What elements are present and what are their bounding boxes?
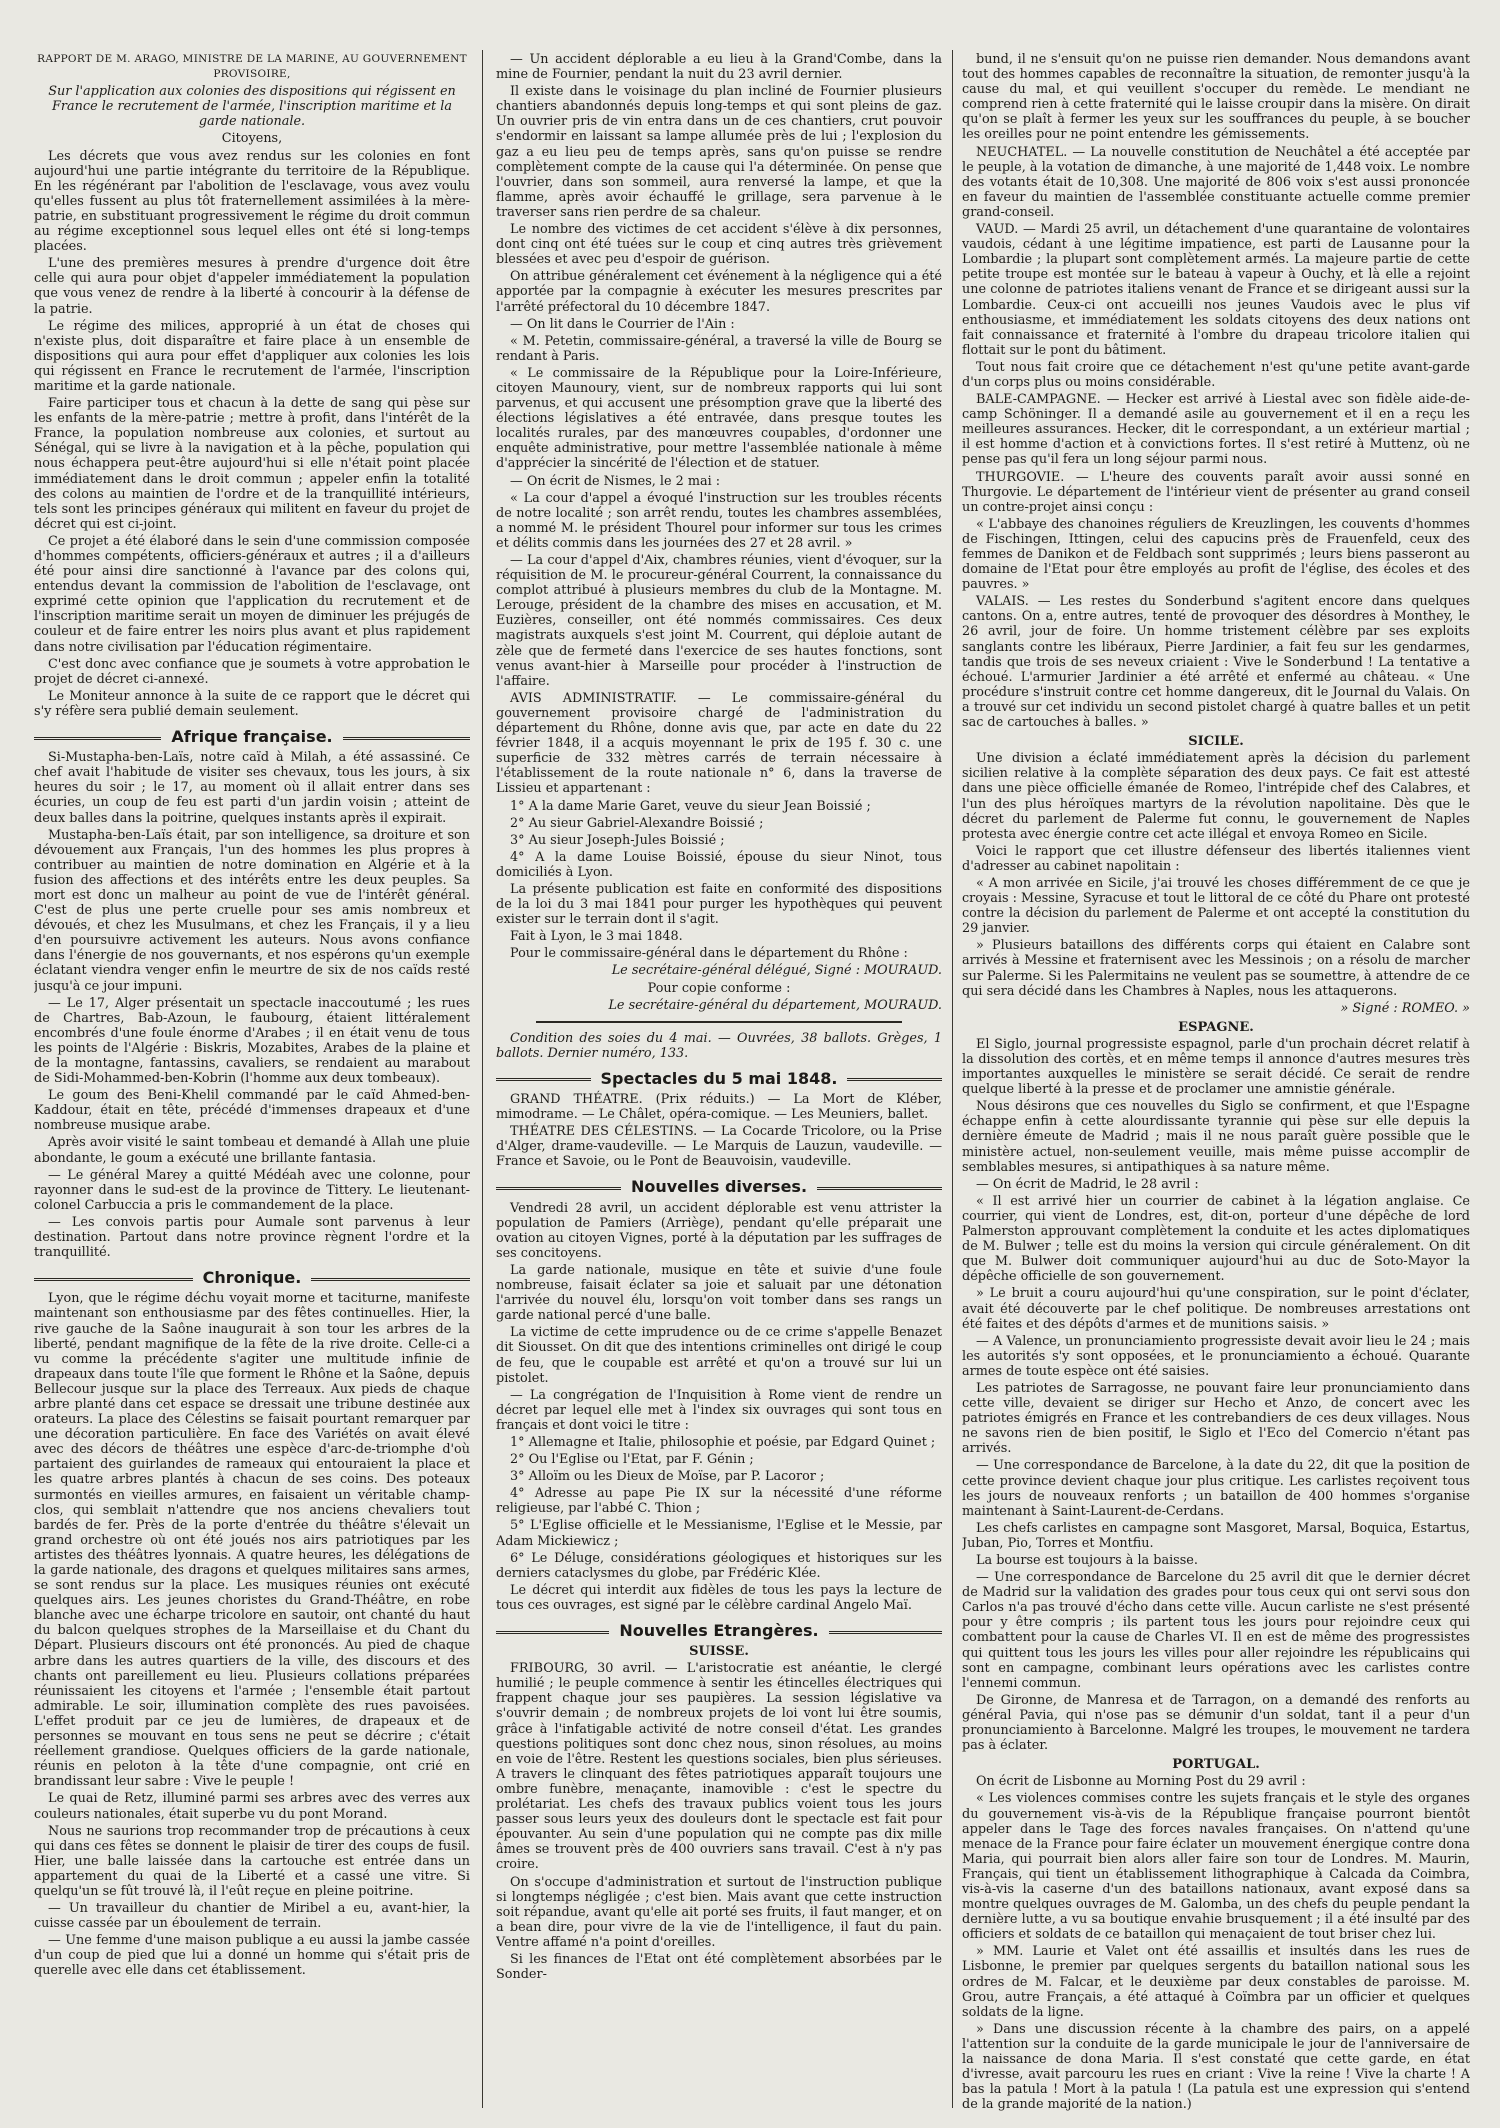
paragraph: Le régime des milices, approprié à un état de choses qui n'existe plus, doit disparaître et faire place à un ensemble de dispositions qui aura pour effet d'appliquer aux colonies les lois qui régissent en France le recrutement de l'armée, l'inscription maritime et la garde nationale.	[34, 318, 470, 394]
paragraph: 5° L'Eglise officielle et le Messianisme, l'Eglise et le Messie, par Adam Mickiewicz ;	[496, 1518, 942, 1549]
spectacles-body	[496, 1092, 942, 1169]
signature-line: Le secrétaire-général délégué, Signé : MOURAUD.	[611, 963, 942, 979]
paragraph: On écrit de Lisbonne au Morning Post du 29 avril :	[976, 1774, 1306, 1790]
signature-line: » Signé : ROMEO. »	[1340, 1000, 1470, 1016]
paragraph: Le quai de Retz, illuminé parmi ses arbres avec des verres aux couleurs nationales, était superbe vu du pont Morand.	[34, 1791, 470, 1822]
paragraph: — On écrit de Madrid, le 28 avril :	[976, 1176, 1199, 1192]
paragraph: « Il est arrivé hier un courrier de cabinet à la légation anglaise. Ce courrier, qui vient de Londres, est, dit-on, porteur d'une dépêche de lord Palmerston approuvant complètement la conduite et les actes diplomatiques de M. Bulwer ; telle est du moins la version qui circule généralement. On dit que M. Bulwer doit communiquer aujourd'hui au duc de Soto-Mayor la dépêche officielle de son gouvernement.	[962, 1193, 1470, 1285]
column-right	[962, 52, 1470, 2112]
paragraph: La bourse est toujours à la baisse.	[976, 1553, 1198, 1568]
signature-line: Le secrétaire-général du département, MOURAUD.	[608, 997, 942, 1013]
section-heading-diverses: Nouvelles diverses.	[496, 1179, 942, 1194]
paragraph: VAUD. — Mardi 25 avril, un détachement d'une quarantaine de volontaires vaudois, cédant à une légitime impatience, est parti de Lausanne pour la Lombardie ; la plupart sont complètement armés. La majeure partie de cette petite troupe est montée sur le bateau à vapeur à Ouchy, et là elle a rejoint une colonne de patriotes italiens venant de France et se dirigeant aussi sur la Lombardie. Ceux-ci ont accueilli nos jeunes Vaudois avec le plus vif enthousiasme, et immédiatement les soldats citoyens des deux nations ont fait connaissance et fraternité à l'ombre du drapeau tricolore italien qui flottait sur le pont du bâtiment.	[962, 222, 1470, 358]
subheading-suisse: SUISSE.	[689, 1644, 749, 1660]
paragraph: 4° A la dame Louise Boissié, épouse du sieur Ninot, tous domiciliés à Lyon.	[496, 849, 942, 880]
portugal-body	[962, 1774, 1470, 2112]
column-middle	[496, 52, 942, 2112]
section-heading-afrique: Afrique française.	[34, 729, 470, 744]
paragraph: La présente publication est faite en conformité des dispositions de la loi du 3 mai 1841 pour purger les hypothèques qui peuvent exister sur le terrain dont il s'agit.	[496, 881, 942, 928]
paragraph: Il existe dans le voisinage du plan incliné de Fournier plusieurs chantiers abandonnés depuis long-temps et qui sont pleins de gaz. Un ouvrier pris de vin entra dans un de ces chantiers, crut pouvoir s'endormir en laissant sa lampe allumée près de lui ; l'explosion du gaz a eu lieu peu de temps après, sans qu'on puisse se rendre complètement compte de la cause qui l'a déterminée. On pense que l'ouvrier, dans son sommeil, aura renversé la lampe, et que la flamme, après avoir échauffé le grillage, sera parvenue à le traverser sans rien perdre de sa chaleur.	[496, 84, 942, 220]
section-heading-spectacles: Spectacles du 5 mai 1848.	[496, 1071, 942, 1086]
paragraph: THÉATRE DES CÉLESTINS. — La Cocarde Tricolore, ou la Prise d'Alger, drame-vaudeville. — Le Marquis de Lauzun, vaudeville. — France et Savoie, ou le Pont de Beauvoisin, vaudeville.	[496, 1124, 942, 1170]
paragraph: BALE-CAMPAGNE. — Hecker est arrivé à Liestal avec son fidèle aide-de-camp Schöninger. Il a demandé asile au gouvernement et il en a reçu les meilleures assurances. Hecker, dit le correspondant, a un extérieur martial ; il est homme d'action et à convictions fortes. Il s'est retiré à Muttenz, où ne pense pas qu'il fera un long séjour parmi nous.	[962, 392, 1470, 468]
paragraph: — La cour d'appel d'Aix, chambres réunies, vient d'évoquer, sur la réquisition de M. le procureur-général Courrent, la connaissance du complot attribué à plusieurs membres du club de la Montagne. M. Lerouge, président de la chambre des mises en accusation, et M. Euzières, conseiller, ont été nommés commissaires. Ces deux magistrats auxquels s'est joint M. Courrent, qui déploie autant de zèle que de fermeté dans l'exercice de ses hautes fonctions, sont venus avant-hier à Marseille pour procéder à l'instruction de l'affaire.	[496, 553, 942, 689]
paragraph: « M. Petetin, commissaire-général, a traversé la ville de Bourg se rendant à Paris.	[496, 333, 942, 364]
afrique-body	[34, 750, 470, 1260]
espagne-body	[962, 1037, 1470, 1753]
paragraph: Les décrets que vous avez rendus sur les colonies en font aujourd'hui une partie intégrante du territoire de la République. En les régénérant par l'abolition de l'esclavage, vous avez voulu qu'elles fussent au plus tôt fraternellement assimilées à la mère-patrie, en substituant progressivement le régime du droit commun au régime exceptionnel sous lequel elles ont été si long-temps placées.	[34, 148, 470, 255]
paragraph: FRIBOURG, 30 avril. — L'aristocratie est anéantie, le clergé humilié ; le peuple commence à sentir les étincelles électriques qui frappent chaque jour ses paupières. La session législative va s'ouvrir demain ; de nombreux projets de loi vont lui être soumis, grâce à l'infatigable activité de notre conseil d'état. Les grandes questions politiques sont donc chez nous, sinon résolues, au moins en voie de l'être. Restent les questions sociales, bien plus sérieuses. A travers le clinquant des fêtes patriotiques apparaît toujours une ombre funèbre, menaçante, inamovible : c'est le spectre du prolétariat. Les chefs des travaux publics voient tous les jours passer sous leurs yeux des douleurs dont le spectacle est fait pour épouvanter. Au sein d'une population qui ne compte pas dix mille âmes se trouvent près de 400 ouvriers sans travail. C'est à n'y pas croire.	[496, 1661, 942, 1873]
paragraph: C'est donc avec confiance que je soumets à votre approbation le projet de décret ci-annexé.	[34, 656, 470, 687]
subheading-espagne: ESPAGNE.	[1178, 1019, 1254, 1035]
paragraph: VALAIS. — Les restes du Sonderbund s'agitent encore dans quelques cantons. On a, entre autres, tenté de provoquer des désordres à Monthey, le 26 avril, jour de foire. Un homme tristement célèbre par ses exploits sanglants contre les libéraux, Pierre Jardinier, a fait feu sur les gendarmes, tandis que trois de ses neveux criaient : Vive le Sonderbund ! La tentative a échoué. L'armurier Jardinier a été arrêté et enfermé au château. « Une procédure s'instruit contre cet homme dangereux, dit le Journal du Valais. On a trouvé sur cet individu un second pistolet chargé à quatre balles et un petit sac de cartouches à balles. »	[962, 594, 1470, 731]
paragraph: On attribue généralement cet événement à la négligence qui a été apportée par la compagnie à exécuter les mesures prescrites par l'arrêté préfectoral du 10 décembre 1847.	[496, 269, 942, 315]
paragraph: — On lit dans le Courrier de l'Ain :	[510, 316, 735, 332]
paragraph: Nous ne saurions trop recommander trop de précautions à ceux qui dans ces fêtes se donnent le plaisir de tirer des coups de fusil. Hier, une balle laissée dans la cartouche est entrée dans un appartement du quai de la Liberté et a cassé une vitre. Si quelqu'un se fût trouvé là, il l'eût reçue en pleine poitrine.	[34, 1823, 470, 1899]
subheading-portugal: PORTUGAL.	[1172, 1757, 1260, 1773]
section-heading-chronique: Chronique.	[34, 1270, 470, 1285]
paragraph: 3° Au sieur Joseph-Jules Boissié ;	[510, 832, 725, 848]
paragraph: » Plusieurs bataillons des différents corps qui étaient en Calabre sont arrivés à Messine et fraternisent avec les Messinois ; on a résolu de marcher sur Palerme. Si les Palermitains ne veulent pas se soumettre, à attendre de ce qui sera décidé dans les Chambres à Naples, nous les attaquerons.	[962, 938, 1470, 999]
paragraph: 3° Alloïm ou les Dieux de Moïse, par P. Lacoror ;	[510, 1469, 825, 1485]
paragraph: — Une correspondance de Barcelone du 25 avril dit que le dernier décret de Madrid sur la validation des grades pour tous ceux qui ont servi sous don Carlos n'a pas trouvé d'écho dans cette ville. Aucun carliste ne s'est présenté pour y être compris ; ils partent tous les jours pour rejoindre ceux qui combattent pour la cause de Charles VI. Il en est de même des progressistes qui quittent tous les jours les villes pour aller rejoindre les républicains qui sont en campagne, combinant leurs opérations avec les carlistes contre l'ennemi commun.	[962, 1570, 1470, 1691]
paragraph: Après avoir visité le saint tombeau et demandé à Allah une pluie abondante, le goum a exécuté une brillante fantasia.	[34, 1135, 470, 1166]
paragraph: » Dans une discussion récente à la chambre des pairs, on a appelé l'attention sur la conduite de la garde municipale le jour de l'anniversaire de la naissance de dona Maria. Il s'est constaté que cette garde, en état d'ivresse, avait parcouru les rues en criant : Vive la reine ! Vive la charte ! A bas la patula ! Mort à la patula ! (La patula est une expression qui s'entend de la grande majorité de la nation.)	[962, 2021, 1470, 2112]
chronique-body	[34, 1291, 470, 1978]
paragraph: » Le bruit a couru aujourd'hui qu'une conspiration, sur le point d'éclater, avait été découverte par le chef politique. De nombreuses arrestations ont été faites et des dépôts d'armes et de munitions saisis. »	[962, 1286, 1470, 1332]
section-heading-etrangeres: Nouvelles Etrangères.	[496, 1623, 942, 1638]
paragraph: — Un accident déplorable a eu lieu à la Grand'Combe, dans la mine de Fournier, pendant la nuit du 23 avril dernier.	[496, 52, 942, 83]
paragraph: « L'abbaye des chanoines réguliers de Kreuzlingen, les couvents d'hommes de Fischingen, Ittingen, celui des capucins près de Frauenfeld, ceux des femmes de Danikon et de Feldbach sont supprimés ; leurs biens passeront au domaine de l'Etat pour être employés au profit de l'église, des écoles et des pauvres. »	[962, 516, 1470, 593]
paragraph: Si les finances de l'Etat ont été complètement absorbées par le Sonder-	[496, 1951, 942, 1983]
paragraph: El Siglo, journal progressiste espagnol, parle d'un prochain décret relatif à la dissolution des cortès, et en même temps il annonce d'autres mesures très importantes auxquelles le ministère se serait décidé. Ce serait de rendre quelque liberté à la presse et de proclamer une amnistie générale.	[962, 1036, 1470, 1098]
paragraph: Tout nous fait croire que ce détachement n'est qu'une petite avant-garde d'un corps plus ou moins considérable.	[962, 359, 1470, 390]
paragraph: — Les convois partis pour Aumale sont parvenus à leur destination. Partout dans notre province règnent l'ordre et la tranquillité.	[34, 1214, 470, 1261]
paragraph: Vendredi 28 avril, un accident déplorable est venu attrister la population de Pamiers (Arriège), pendant qu'elle préparait une ovation au citoyen Vignes, porté à la députation par les suffrages de ses concitoyens.	[496, 1200, 942, 1261]
paragraph: Si-Mustapha-ben-Laïs, notre caïd à Milah, a été assassiné. Ce chef avait l'habitude de visiter ses chevaux, tous les jours, à six heures du soir ; le 17, au moment où il allait entrer dans ses écuries, un coup de feu est parti d'un jardin voisin ; atteint de deux balles dans la poitrine, quelques instants après il expirait.	[34, 750, 470, 826]
paragraph: 2° Ou l'Eglise ou l'Etat, par F. Génin ;	[510, 1452, 754, 1468]
column-rule	[952, 50, 953, 2108]
paragraph: AVIS ADMINISTRATIF. — Le commissaire-général du gouvernement provisoire chargé de l'administration du département du Rhône, donne avis que, par acte en date du 22 février 1848, il a acquis moyennant le prix de 195 f. 30 c. une superficie de 332 mètres carrés de terrain nécessaire à l'établissement de la route nationale n° 6, dans la traverse de Lissieu et appartenant :	[496, 690, 942, 797]
divider	[536, 1021, 902, 1023]
paragraph: Fait à Lyon, le 3 mai 1848.	[510, 929, 683, 945]
paragraph: Les chefs carlistes en campagne sont Masgoret, Marsal, Boquica, Estartus, Juban, Pio, Torres et Montfiu.	[962, 1520, 1470, 1551]
paragraph: — Une femme d'une maison publique a eu aussi la jambe cassée d'un coup de pied que lui a donné un homme qui s'était pris de querelle avec elle dans cet établissement.	[34, 1933, 470, 1979]
faits-divers-body	[496, 52, 942, 961]
paragraph: La victime de cette imprudence ou de ce crime s'appelle Benazet dit Siousset. On dit que des intentions criminelles ont dirigé le coup de feu, que le coupable est arrêté et qu'on a trouvé sur lui un pistolet.	[496, 1325, 942, 1386]
paragraph: Lyon, que le régime déchu voyait morne et taciturne, manifeste maintenant son enthousiasme par des fêtes continuelles. Hier, la rive gauche de la Saône inaugurait à son tour les arbres de la liberté, pendant magnifique de la fête de la rive droite. Celle-ci a vu comme la précédente s'agiter une multitude infinie de drapeaux dans toute l'île que forment le Rhône et la Saône, depuis Bellecour jusque sur la place des Terreaux. Aux pieds de chaque arbre planté dans cet espace se dressait une tribune destinée aux orateurs. La place des Célestins se faisait pourtant remarquer par une décoration particulière. En face des Variétés on avait élevé avec des décors de théâtres une espèce d'arc-de-triomphe d'où partaient des guirlandes de rameaux qui entouraient la place et les quatre arbres plantés à chacun de ses coins. Des poteaux surmontés en vieilles armures, en faisaient un véritable champ-clos, qui semblait n'attendre que nos anciens chevaliers tout bardés de fer. Près de la porte d'entrée du théâtre s'élevait un grand orchestre où ont été joués nos airs patriotiques par les artistes des théâtres lyonnais. A quatre heures, les délégations de la garde nationale, des dragons et quelques militaires sans armes, se sont rendus sur la place. Les musiques réunies ont exécuté quelques airs. Les jeunes choristes du Grand-Théâtre, en robe blanche avec une écharpe tricolore en sautoir, ont chanté du haut du balcon quelques strophes de la Marseillaise et du Chant du Départ. Plusieurs discours ont été prononcés. Au pied de chaque arbre dans les autres quartiers de la ville, des discours et des chants ont pareillement eu lieu. Plusieurs collations préparées réunissaient les citoyens et l'armée ; l'ensemble était partout admirable. Le soir, illumination complète des rues pavoisées. L'effet produit par ce jeu de lumières, de drapeaux et de personnes se mouvant en tous sens ne peut se décrire ; c'était réellement grandiose. Quelques officiers de la garde nationale, réunis en peloton à la tête d'une compagnie, ont crié en brandissant leur sabre : Vive le peuple !	[34, 1291, 470, 1790]
paragraph: Le nombre des victimes de cet accident s'élève à dix personnes, dont cinq ont été tuées sur le coup et cinq autres très grièvement blessées et avec peu d'espoir de guérison.	[496, 222, 942, 268]
paragraph: Ce projet a été élaboré dans le sein d'une commission composée d'hommes compétents, officiers-généraux et autres ; il a d'ailleurs été pour ainsi dire sanctionné à l'avance par des colons qui, entendus devant la commission de l'abolition de l'esclavage, ont exprimé cette opinion que l'application du recrutement et de l'inscription maritime serait un moyen de diminuer les préjugés de couleur et de faire entrer les noirs plus avant et plus rapidement dans notre civilisation par l'éducation régimentaire.	[34, 533, 470, 655]
paragraph: 1° Allemagne et Italie, philosophie et poésie, par Edgard Quinet ;	[510, 1434, 936, 1450]
paragraph: — Une correspondance de Barcelone, à la date du 22, dit que la position de cette province devient chaque jour plus critique. Les carlistes reçoivent tous les jours de nouveaux renforts ; un bataillon de 400 hommes s'organise maintenant à Saint-Laurent-de-Cerdans.	[962, 1458, 1470, 1519]
paragraph: Mustapha-ben-Laïs était, par son intelligence, sa droiture et son dévouement aux Français, l'un des hommes les plus propres à contribuer au maintien de notre domination en Algérie et à la fusion des affections et des intérêts entre les deux peuples. Sa mort est donc un malheur au point de vue de l'intérêt général. C'est de plus une perte cruelle pour ses amis nombreux et dévoués, et chez les Musulmans, et chez les Français, il y a lieu d'en poursuivre activement les auteurs. Nous avons confiance dans l'énergie de nos gouvernants, et nos espérons qu'un exemple éclatant viendra venger enfin le meurtre de six de nos caïds resté jusqu'à ce jour impuni.	[34, 827, 470, 994]
paragraph: Les patriotes de Sarragosse, ne pouvant faire leur pronunciamiento dans cette ville, devaient se diriger sur Hecho et Anzo, de concert avec les patriotes émigrés en France et les contrebandiers de ces deux villages. Nous ne savons rien de bien positif, le Siglo et l'Eco del Comercio n'étant pas arrivés.	[962, 1380, 1470, 1457]
paragraph: Le Moniteur annonce à la suite de ce rapport que le décret qui s'y réfère sera publié demain seulement.	[34, 688, 470, 719]
paragraph: De Gironne, de Manresa et de Tarragon, on a demandé des renforts au général Pavia, qui n'ose pas se démunir d'un soldat, tant il a peur d'un pronunciamiento à Barcelonne. Malgré les troupes, le mouvement ne tardera pas à éclater.	[962, 1692, 1470, 1754]
paragraph: « Les violences commises contre les sujets français et le style des organes du gouvernement vis-à-vis de la République française pourront bientôt appeler dans le Tage des forces navales françaises. On n'attend qu'une menace de la France pour faire éclater un mouvement énergique contre dona Maria, qui pourrait bien alors aller faire son tour de Londres. M. Maurin, Français, qui tient un établissement lithographique à Calcada da Coimbra, vis-à-vis la caserne d'un des bataillons nationaux, avant exposé dans sa montre quelques ouvrages de M. Galomba, un des chefs du peuple pendant la dernière lutte, a vu sa boutique envahie brusquement ; il a été insulté par des officiers et soldats de ce bataillon qui menaçaient de tout briser chez lui.	[962, 1791, 1470, 1943]
paragraph: On s'occupe d'administration et surtout de l'instruction publique si longtemps négligée ; c'est bien. Mais avant que cette instruction soit répandue, avant qu'elle ait porté ses fruits, il faut manger, et on a bean dire, pour vivre de la vie de l'intelligence, il faut du pain. Ventre affamé n'a point d'oreilles.	[496, 1874, 942, 1950]
paragraph: — A Valence, un pronunciamiento progressiste devait avoir lieu le 24 ; mais les autorités s'y sont opposées, et le pronunciamiento a échoué. Quarante armes de toute espèce ont été saisies.	[962, 1333, 1470, 1379]
paragraph: » MM. Laurie et Valet ont été assaillis et insultés dans les rues de Lisbonne, le premier par quelques sergents du bataillon national sous les ordres de M. Falcar, et le deuxième par deux constables de paroisse. M. Grou, autre Français, a été attaqué à Coïmbra par un officier et quelques soldats de la ligne.	[962, 1944, 1470, 2020]
paragraph: Le décret qui interdit aux fidèles de tous les pays la lecture de tous ces ouvrages, est signé par le célèbre cardinal Angelo Maï.	[496, 1582, 942, 1613]
paragraph: 1° A la dame Marie Garet, veuve du sieur Jean Boissié ;	[510, 798, 871, 814]
report-subtitle: Sur l'application aux colonies des dispositions qui régissent en France le recrutement de l'armée, l'inscription maritime et la garde nationale.	[48, 84, 456, 130]
suisse-continued-body	[962, 52, 1470, 730]
paragraph: « A mon arrivée en Sicile, j'ai trouvé les choses différemment de ce que je croyais : Messine, Syracuse et tout le littoral de ce côté du Phare ont protesté contre la décision du parlement de Palerme et ont accepté la constitution du 29 janvier.	[962, 875, 1470, 937]
column-rule	[482, 50, 483, 2108]
sicile-body	[962, 751, 1470, 999]
paragraph: Faire participer tous et chacun à la dette de sang qui pèse sur les enfants de la mère-patrie ; mettre à profit, dans l'intérêt de la France, la population nombreuse aux colonies, et surtout au Sénégal, qui se livre à la navigation et à la pêche, population qui nous échappera peut-être aujourd'hui si elle n'était point placée immédiatement dans le droit commun ; appeler enfin la totalité des colons au maintien de l'ordre et de la tranquillité intérieurs, tels sont les principes généraux qui militent en faveur du projet de décret qui est ci-joint.	[34, 396, 470, 532]
subheading-sicile: SICILE.	[1188, 734, 1244, 750]
paragraph: Le goum des Beni-Khelil commandé par le caïd Ahmed-ben-Kaddour, était en tête, précédé d'immenses drapeaux et d'une nombreuse musique arabe.	[34, 1088, 470, 1134]
paragraph: Voici le rapport que cet illustre défenseur des libertés italiennes vient d'adresser au cabinet napolitain :	[962, 843, 1470, 874]
soies-condition: Condition des soies du 4 mai. — Ouvrées, 38 ballots. Grèges, 1 ballots. Dernier numéro, 133.	[496, 1030, 942, 1061]
paragraph: « Le commissaire de la République pour la Loire-Inférieure, citoyen Maunoury, vient, sur de nombreux rapports qui lui sont parvenus, et qui accusent une présomption grave que la liberté des élections législatives a été entravée, dans presque toutes les localités rurales, par des manœuvres coupables, d'ordonner une enquête administrative, pour mettre l'assemblée nationale à même d'apprécier la sincérité de l'élection et de statuer.	[496, 365, 942, 472]
report-body	[34, 149, 470, 719]
paragraph: 4° Adresse au pape Pie IX sur la nécessité d'une réforme religieuse, par l'abbé C. Thion ;	[496, 1486, 942, 1517]
paragraph: THURGOVIE. — L'heure des couvents paraît avoir aussi sonné en Thurgovie. Le département de l'intérieur vient de présenter au grand conseil un contre-projet ainsi conçu :	[962, 469, 1470, 515]
paragraph: — On écrit de Nismes, le 2 mai :	[510, 473, 721, 489]
paragraph: Une division a éclaté immédiatement après la décision du parlement sicilien relative à la complète séparation des deux pays. Ce fait est attesté dans une pièce officielle émanée de Romeo, l'intrépide chef des Calabres, et l'un des plus héroïques martyrs de la révolution napolitaine. Dès que le décret du parlement de Palerme fut connu, le gouvernement de Naples protesta avec énergie contre cet acte illégal et envoya Romeo en Sicile.	[962, 751, 1470, 842]
paragraph: bund, il ne s'ensuit qu'on ne puisse rien demander. Nous demandons avant tout des hommes capables de reconnaître la situation, de remonter jusqu'à la cause du mal, et qui veuillent s'occuper du remède. Le mendiant ne comprend rien à cette fraternité qui le laisse croupir dans la misère. On dirait qu'on se plaît à fermer les yeux sur les souffrances du peuple, à se boucher les oreilles pour ne point entendre les gémissements.	[962, 52, 1470, 143]
report-title: RAPPORT DE M. ARAGO, MINISTRE DE LA MARINE, AU GOUVERNEMENT PROVISOIRE,	[37, 53, 467, 81]
paragraph: — La congrégation de l'Inquisition à Rome vient de rendre un décret par lequel elle met à l'index six ouvrages qui sont tous en français et dont voici le titre :	[496, 1387, 942, 1433]
paragraph: La garde nationale, musique en tête et suivie d'une foule nombreuse, faisait éclater sa joie et saluait par une détonation l'arrivée du nouvel élu, lorsqu'on voit tomber dans ses rangs un garde national percé d'une balle.	[496, 1262, 942, 1324]
salutation: Citoyens,	[221, 131, 283, 147]
paragraph: Nous désirons que ces nouvelles du Siglo se confirment, et que l'Espagne échappe enfin à cette alourdissante tyrannie qui pèse sur elle depuis la dernière émeute de Madrid ; mais il ne nous paraît guère possible que le ministère actuel, non-seulement veuille, mais même puisse accomplir de semblables mesures, si antipathiques à sa nature même.	[962, 1099, 1470, 1175]
diverses-body	[496, 1201, 942, 1613]
paragraph: 6° Le Déluge, considérations géologiques et historiques sur les derniers cataclysmes du globe, par Frédéric Klée.	[496, 1550, 942, 1581]
paragraph: NEUCHATEL. — La nouvelle constitution de Neuchâtel a été acceptée par le peuple, à la votation de dimanche, à une majorité de 1,448 voix. Le nombre des votants était de 10,308. Une majorité de 806 voix s'est aussi prononcée en faveur du maintien de l'assemblée constituante actuelle comme premier grand-conseil.	[962, 144, 1470, 220]
paragraph: — Le 17, Alger présentait un spectacle inaccoutumé ; les rues de Chartres, Bab-Azoun, le faubourg, étaient littéralement encombrés d'une foule énorme d'Arabes ; il en était venu de tous les points de l'Algérie : Biskris, Mozabites, Arabes de la plaine et de la montagne, fantassins, cavaliers, se rendaient au marabout de Sidi-Mohammed-ben-Kobrin (l'homme aux deux tombeaux).	[34, 995, 470, 1087]
paragraph: — Un travailleur du chantier de Miribel a eu, avant-hier, la cuisse cassée par un éboulement de terrain.	[34, 1901, 470, 1932]
paragraph: 2° Au sieur Gabriel-Alexandre Boissié ;	[510, 815, 764, 831]
paragraph: Pour le commissaire-général dans le département du Rhône :	[510, 946, 908, 962]
signature-line: Pour copie conforme :	[647, 980, 791, 996]
paragraph: GRAND THÉATRE. (Prix réduits.) — La Mort de Kléber, mimodrame. — Le Châlet, opéra-comique. — Les Meuniers, ballet.	[496, 1092, 942, 1123]
paragraph: — Le général Marey a quitté Médéah avec une colonne, pour rayonner dans le sud-est de la province de Tittery. Le lieutenant-colonel Carbuccia a pris le commandement de la place.	[34, 1167, 470, 1213]
suisse-body	[496, 1661, 942, 1982]
paragraph: « La cour d'appel a évoqué l'instruction sur les troubles récents de notre localité ; son arrêt rendu, toutes les chambres assemblées, a nommé M. le président Thourel pour informer sur tous les crimes et délits commis dans les journées des 27 et 28 avril. »	[496, 490, 942, 551]
paragraph: L'une des premières mesures à prendre d'urgence doit être celle qui aura pour objet d'appeler immédiatement la population que vous venez de rendre à la liberté à concourir à la défense de la patrie.	[34, 256, 470, 317]
column-left	[34, 52, 470, 2112]
